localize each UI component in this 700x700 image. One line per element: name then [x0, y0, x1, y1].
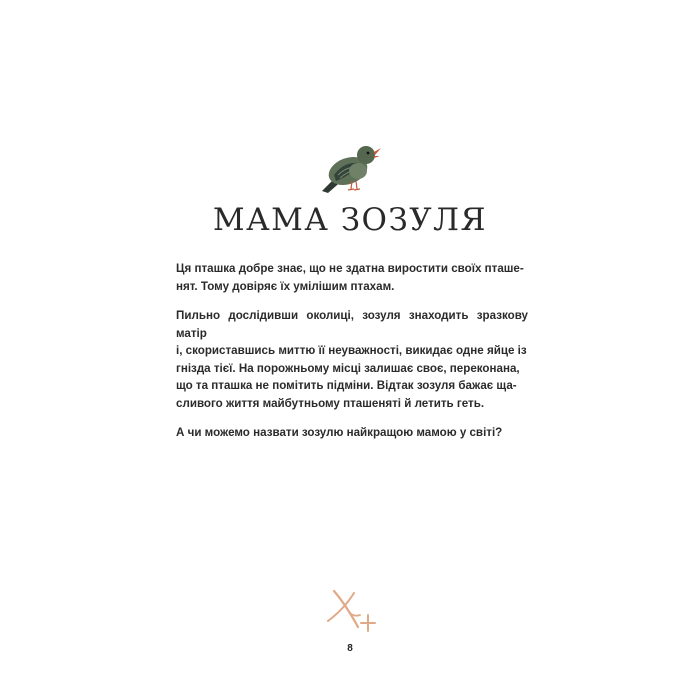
cross-ornament	[324, 587, 378, 635]
page-number: 8	[347, 643, 353, 654]
chapter-title: МАМА ЗОЗУЛЯ	[212, 202, 488, 238]
paragraph-1: Ця пташка добре знає, що не здатна виростити своїх пташе- нят. Тому довіряє їх умілішим птахам.	[176, 262, 524, 293]
paragraph-2: Пильно дослідивши околиці, зозуля знаходить зразкову матір і, скориставшись миттю її неуважності, викидає одне яйце із гнізда тієї. На порожньому місці залишає своє, переконана, що та пташка не помітить підміни. Відтак зозуля бажає ща- сливого життя майбутньому пташеняті й летить геть.	[176, 309, 528, 410]
paragraph-3: А чи можемо назвати зозулю найкращою мамою у світі?	[176, 426, 503, 439]
bird-illustration	[318, 141, 382, 195]
chapter-text	[176, 260, 528, 454]
